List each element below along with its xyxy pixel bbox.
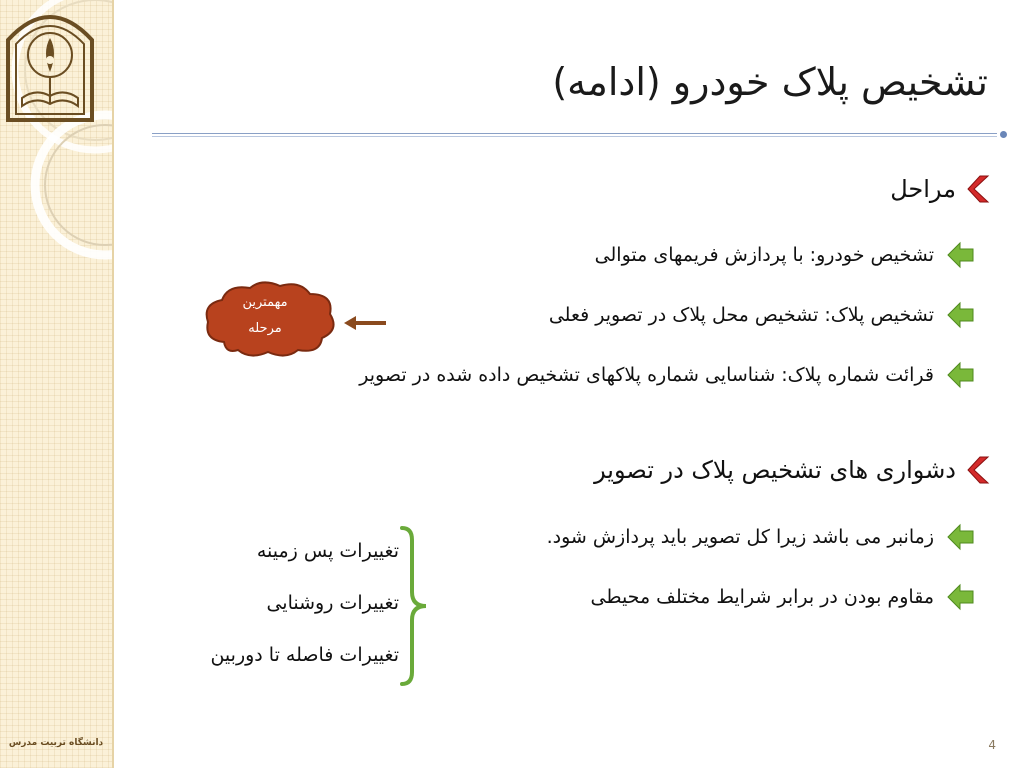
curly-brace bbox=[396, 526, 432, 686]
decorative-sidebar bbox=[0, 0, 114, 768]
green-arrow-icon bbox=[946, 300, 976, 330]
list-item-text: قرائت شماره پلاک: شناسایی شماره پلاکهای تشخیص داده شده در تصویر bbox=[359, 364, 934, 386]
green-arrow-icon bbox=[946, 522, 976, 552]
list-item-text: مقاوم بودن در برابر شرایط مختلف محیطی bbox=[590, 586, 934, 608]
section-heading-challenges bbox=[594, 455, 992, 485]
list-item bbox=[549, 300, 976, 330]
list-item-text: تشخیص پلاک: تشخیص محل پلاک در تصویر فعلی bbox=[548, 304, 934, 326]
section-heading-text: دشواری های تشخیص پلاک در تصویر bbox=[594, 456, 956, 484]
green-arrow-icon bbox=[946, 360, 976, 390]
list-item bbox=[359, 360, 976, 390]
list-item bbox=[595, 240, 976, 270]
divider-dot bbox=[1000, 131, 1007, 138]
callout-line: مهمترین bbox=[242, 295, 288, 310]
list-item-text: زمانبر می باشد زیرا کل تصویر باید پردازش شود. bbox=[546, 526, 934, 548]
title-divider bbox=[152, 133, 1007, 137]
callout-text bbox=[200, 290, 330, 342]
logo-text: دانشگاه تربیت مدرس bbox=[8, 738, 104, 748]
university-logo bbox=[0, 0, 100, 124]
condition-item: تغییرات روشنایی bbox=[266, 592, 399, 614]
list-item bbox=[591, 582, 976, 612]
condition-item: تغییرات فاصله تا دوربین bbox=[210, 644, 399, 666]
page-number: 4 bbox=[988, 738, 996, 752]
section-heading-text: مراحل bbox=[890, 175, 956, 203]
green-arrow-icon bbox=[946, 240, 976, 270]
red-chevron-icon bbox=[966, 455, 992, 485]
green-arrow-icon bbox=[946, 582, 976, 612]
callout-line: مرحله bbox=[248, 321, 282, 336]
list-item bbox=[547, 522, 976, 552]
red-chevron-icon bbox=[966, 174, 992, 204]
condition-item: تغییرات پس زمینه bbox=[256, 540, 399, 562]
list-item-text: تشخیص خودرو: با پردازش فریمهای متوالی bbox=[594, 244, 934, 266]
brown-arrow-icon bbox=[342, 315, 388, 331]
section-heading-stages bbox=[890, 174, 992, 204]
slide-title: تشخیص پلاک خودرو (ادامه) bbox=[552, 60, 988, 104]
